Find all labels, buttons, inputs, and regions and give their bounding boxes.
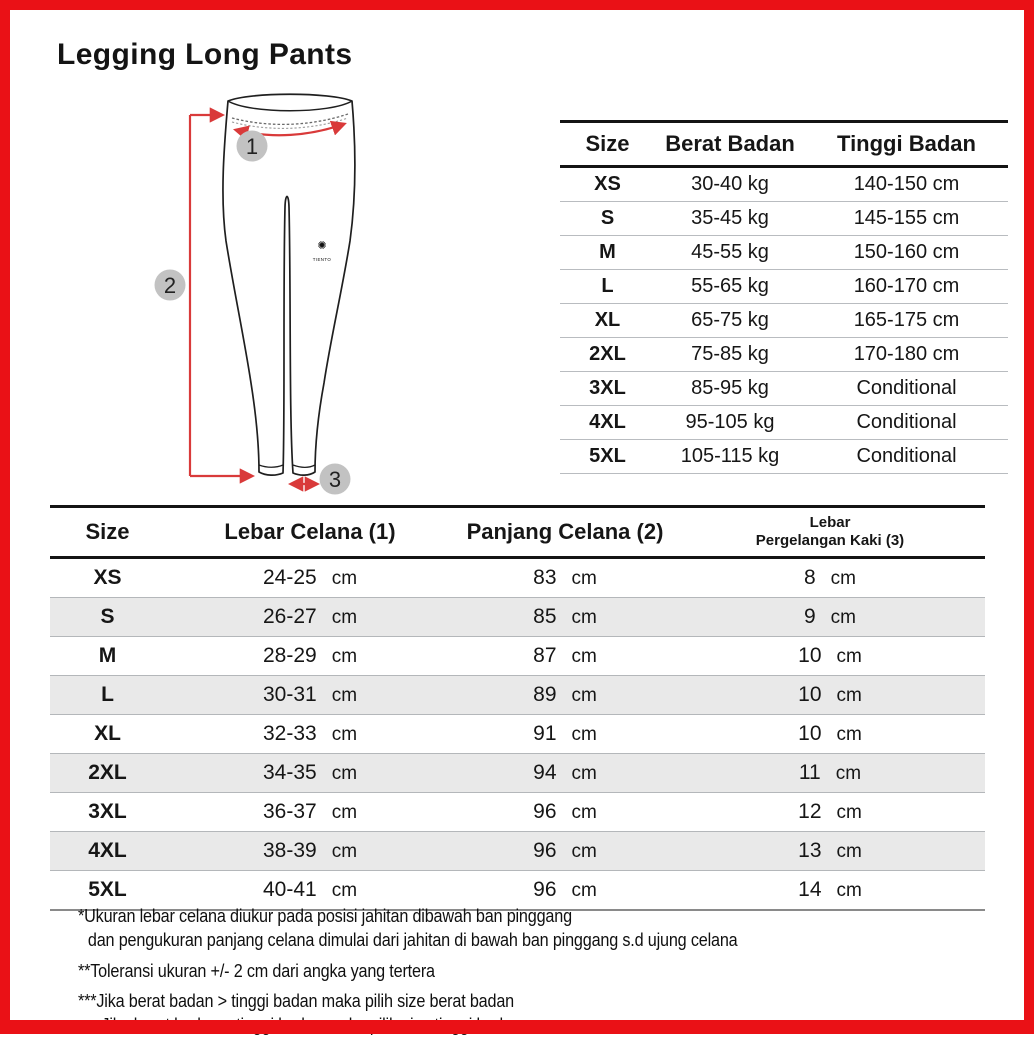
panjang-value: 96 [533, 839, 557, 862]
height-value: 150-160 cm [853, 241, 960, 263]
size-label: XL [594, 309, 621, 331]
table-row [50, 559, 985, 598]
weight-value: 35-45 kg [691, 207, 769, 229]
lebar-value: 34-35 [262, 761, 317, 784]
weight-value: 45-55 kg [691, 241, 769, 263]
size-label: 4XL [88, 839, 127, 862]
pergelangan-value: 8 [803, 566, 816, 589]
panjang-value: 96 [533, 800, 557, 823]
table-row [50, 676, 985, 715]
size-label: XS [594, 173, 621, 195]
pergelangan-value: 10 [798, 683, 822, 706]
pergelangan-value: 9 [803, 605, 816, 628]
unit-label: cm [830, 568, 856, 589]
unit-label: cm [571, 646, 597, 667]
lebar-value: 40-41 [262, 878, 317, 901]
footnote-line: ***Jika berat badan > tinggi badan maka pilih size berat badan [78, 991, 514, 1012]
weight-height-table [560, 120, 1008, 474]
measurement-table-body [50, 559, 985, 911]
unit-label: cm [571, 880, 597, 901]
height-value: Conditional [856, 445, 957, 467]
weight-value: 105-115 kg [680, 445, 780, 467]
table-row [560, 168, 1008, 202]
weight-height-table-header [560, 120, 1008, 168]
measurement-table [50, 505, 985, 911]
unit-label: cm [836, 841, 862, 862]
column-header-tinggi-badan: Tinggi Badan [837, 131, 976, 156]
pergelangan-value: 14 [798, 878, 822, 901]
panjang-value: 91 [533, 722, 557, 745]
table-row [560, 406, 1008, 440]
logo-mark-icon: ✺ [317, 240, 327, 252]
table-row [560, 338, 1008, 372]
unit-label: cm [331, 646, 358, 667]
panjang-value: 89 [533, 683, 557, 706]
unit-label: cm [836, 724, 862, 745]
callout-2 [155, 270, 186, 301]
measurement-table-header [50, 505, 985, 559]
height-value: Conditional [856, 411, 957, 433]
unit-label: cm [331, 685, 358, 706]
unit-label: cm [331, 763, 358, 784]
table-row [50, 715, 985, 754]
unit-label: cm [836, 685, 862, 706]
unit-label: cm [331, 568, 358, 589]
size-label: 3XL [589, 377, 626, 399]
unit-label: cm [830, 607, 856, 628]
lebar-value: 32-33 [262, 722, 317, 745]
unit-label: cm [331, 607, 358, 628]
panjang-value: 85 [533, 605, 557, 628]
pergelangan-value: 10 [798, 722, 822, 745]
pergelangan-value: 13 [798, 839, 822, 862]
size-label: 2XL [589, 343, 626, 365]
unit-label: cm [571, 607, 597, 628]
size-label: M [599, 241, 616, 263]
unit-label: cm [571, 763, 597, 784]
weight-value: 75-85 kg [691, 343, 769, 365]
column-header-size: Size [85, 519, 130, 544]
unit-label: cm [331, 880, 358, 901]
unit-label: cm [836, 646, 862, 667]
unit-label: cm [571, 568, 597, 589]
table-row [50, 637, 985, 676]
footnotes [78, 905, 987, 1038]
size-label: 3XL [88, 800, 127, 823]
panjang-value: 87 [533, 644, 557, 667]
unit-label: cm [836, 802, 862, 823]
unit-label: cm [331, 802, 358, 823]
pergelangan-value: 10 [798, 644, 822, 667]
table-row [50, 793, 985, 832]
size-label: 4XL [589, 411, 626, 433]
size-label: 2XL [88, 761, 127, 784]
unit-label: cm [836, 880, 862, 901]
page-title: Legging Long Pants [57, 38, 353, 71]
weight-value: 65-75 kg [691, 309, 769, 331]
lebar-value: 30-31 [262, 683, 317, 706]
size-label: M [98, 644, 117, 667]
footnote-line: Jika berat badan < tinggi badan maka pilih size tinggi badan [101, 1015, 521, 1035]
column-header-berat-badan: Berat Badan [665, 131, 795, 156]
height-value: 140-150 cm [853, 173, 960, 195]
column-header-lebar-pergelangan-kaki [675, 514, 985, 550]
weight-value: 85-95 kg [691, 377, 769, 399]
table-row [560, 440, 1008, 474]
height-value: Conditional [856, 377, 957, 399]
height-value: 170-180 cm [853, 343, 960, 365]
unit-label: cm [571, 724, 597, 745]
header-line-1: Lebar [809, 514, 851, 531]
table-row [50, 754, 985, 793]
size-label: XS [93, 566, 122, 589]
height-value: 160-170 cm [853, 275, 960, 297]
lebar-value: 36-37 [262, 800, 317, 823]
lebar-value: 38-39 [262, 839, 317, 862]
column-header-size: Size [585, 131, 630, 156]
panjang-value: 96 [533, 878, 557, 901]
height-value: 145-155 cm [853, 207, 960, 229]
lebar-value: 24-25 [262, 566, 317, 589]
size-label: XL [94, 722, 121, 745]
height-value: 165-175 cm [853, 309, 960, 331]
weight-value: 95-105 kg [685, 411, 775, 433]
size-label: S [100, 605, 115, 628]
unit-label: cm [571, 802, 597, 823]
unit-label: cm [835, 763, 862, 784]
column-header-panjang-celana: Panjang Celana (2) [466, 519, 664, 544]
column-header-lebar-celana: Lebar Celana (1) [224, 519, 396, 544]
callout-1-number: 1 [245, 134, 259, 159]
footnote-line: *Ukuran lebar celana diukur pada posisi jahitan dibawah ban pinggang [78, 906, 572, 926]
callout-3-number: 3 [328, 467, 342, 492]
panjang-value: 94 [533, 761, 557, 784]
unit-label: cm [571, 841, 597, 862]
table-row [50, 832, 985, 871]
callout-2-number: 2 [163, 273, 177, 298]
table-row [560, 372, 1008, 406]
unit-label: cm [331, 841, 358, 862]
size-label: L [101, 683, 114, 706]
unit-label: cm [331, 724, 358, 745]
table-row [560, 202, 1008, 236]
callout-1 [237, 131, 268, 162]
lebar-value: 28-29 [262, 644, 317, 667]
table-row [560, 270, 1008, 304]
header-line-2: Pergelangan Kaki (3) [755, 532, 905, 549]
weight-value: 55-65 kg [691, 275, 769, 297]
callout-3 [320, 464, 351, 495]
footnote-line: dan pengukuran panjang celana dimulai dari jahitan di bawah ban pinggang s.d ujung celana [87, 929, 738, 950]
size-label: 5XL [88, 878, 127, 901]
size-label: L [601, 275, 614, 297]
table-row [50, 598, 985, 637]
lebar-value: 26-27 [262, 605, 317, 628]
footnote-line: **Toleransi ukuran +/- 2 cm dari angka yang tertera [78, 960, 435, 981]
table-row [560, 236, 1008, 270]
unit-label: cm [571, 685, 597, 706]
table-row [560, 304, 1008, 338]
leggings-diagram [140, 85, 440, 503]
pergelangan-value: 12 [798, 800, 822, 823]
brand-name: TIENTO [312, 257, 332, 262]
panjang-value: 83 [533, 566, 557, 589]
size-label: 5XL [589, 445, 626, 467]
pergelangan-value: 11 [798, 761, 821, 784]
weight-value: 30-40 kg [691, 173, 769, 195]
size-label: S [600, 207, 615, 229]
